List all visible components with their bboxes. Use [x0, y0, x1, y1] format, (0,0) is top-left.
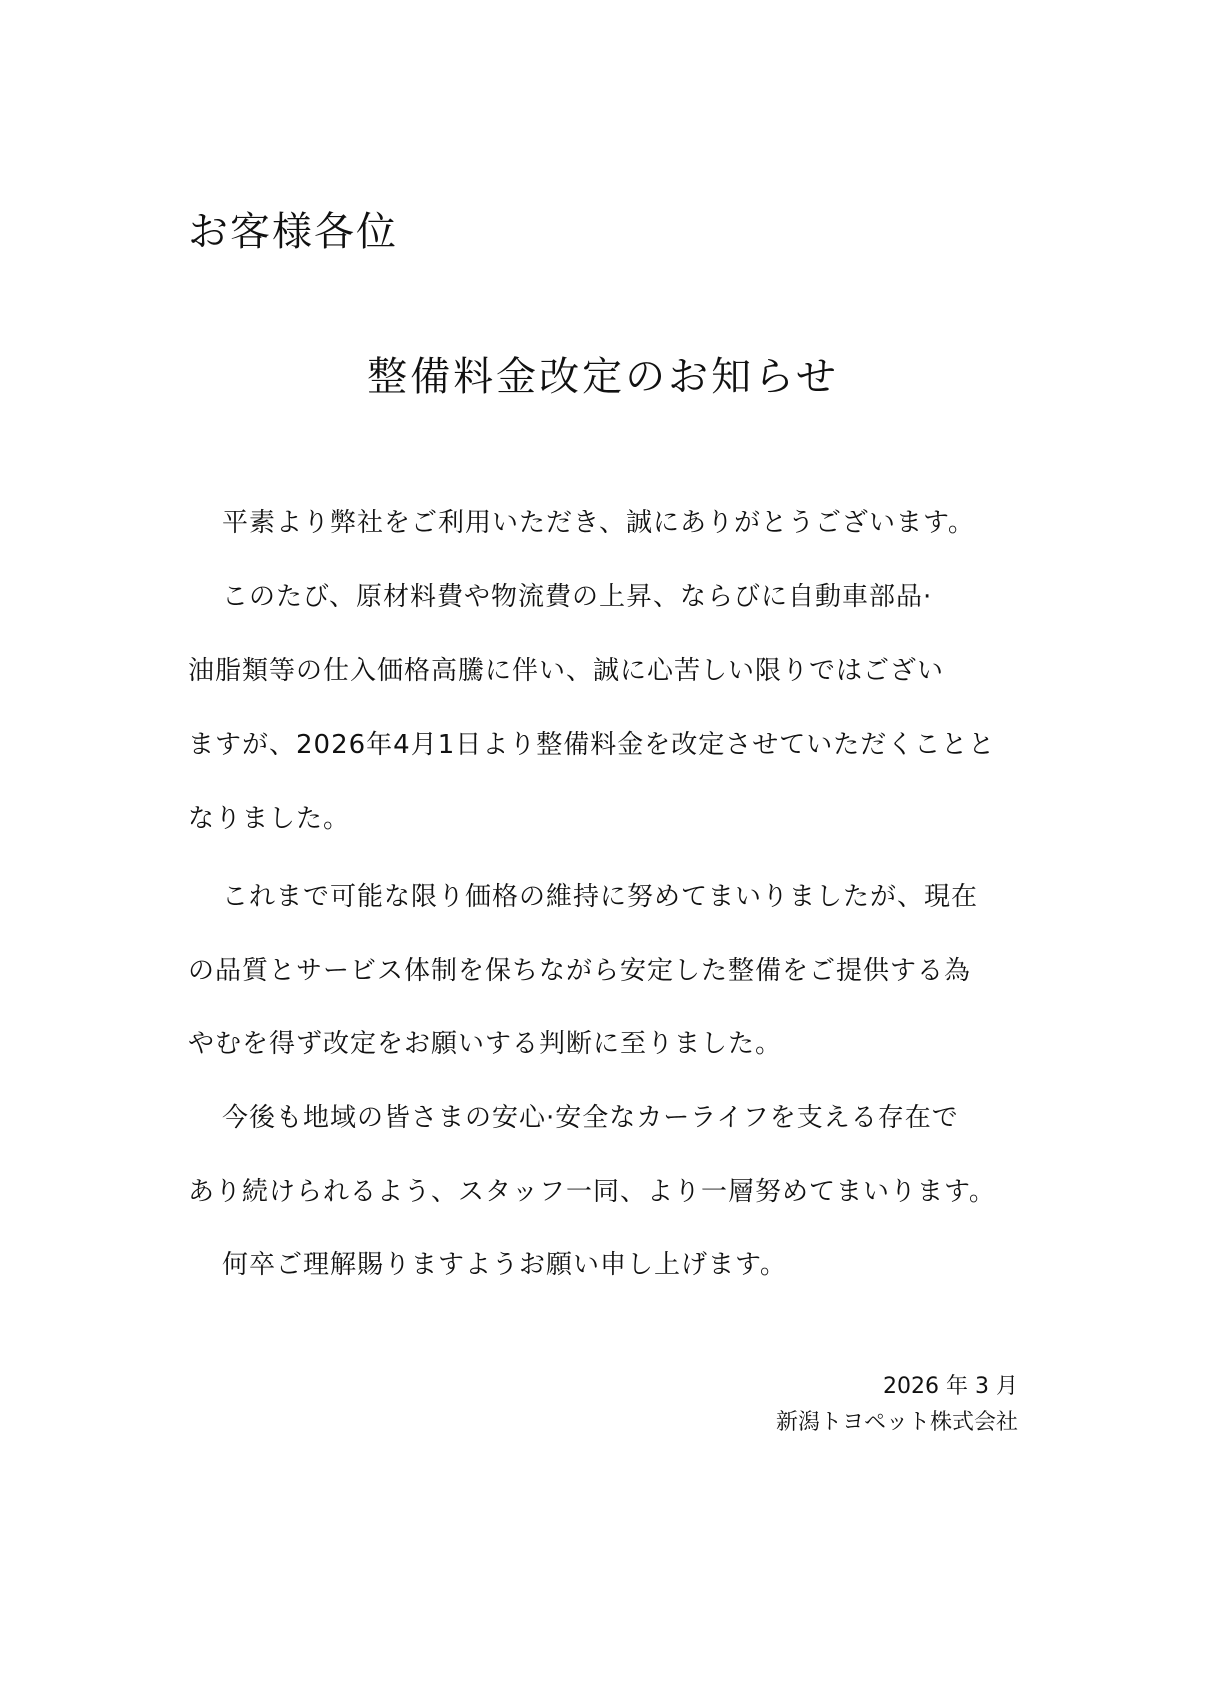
salutation: お客様各位 [188, 209, 398, 255]
paragraph-2-line-1: このたび、原材料費や物流費の上昇、ならびに自動車部品· [222, 582, 933, 612]
document-title: 整備料金改定のお知らせ [367, 354, 839, 400]
issue-date: 2026 年 3 月 [883, 1374, 1018, 1399]
paragraph-3-line-3: やむを得ず改定をお願いする判断に至りました。 [188, 1029, 783, 1059]
paragraph-2-line-2: 油脂類等の仕入価格高騰に伴い、誠に心苦しい限りではござい [188, 656, 945, 686]
paragraph-4-line-1: 今後も地域の皆さまの安心·安全なカーライフを支える存在で [222, 1103, 959, 1133]
paragraph-2-line-4: なりました。 [188, 804, 351, 834]
paragraph-5-line-1: 何卒ご理解賜りますようお願い申し上げます。 [222, 1250, 787, 1280]
paragraph-3-line-2: の品質とサービス体制を保ちながら安定した整備をご提供する為 [188, 956, 972, 986]
paragraph-3-line-1: これまで可能な限り価格の維持に努めてまいりましたが、現在 [222, 882, 979, 912]
company-name: 新潟トヨペット株式会社 [775, 1410, 1018, 1435]
paragraph-1-line-1: 平素より弊社をご利用いただき、誠にありがとうございます。 [222, 508, 975, 538]
paragraph-2-line-3: ますが、2026年4月1日より整備料金を改定させていただくことと [188, 730, 996, 760]
paragraph-4-line-2: あり続けられるよう、スタッフ一同、より一層努めてまいります。 [188, 1177, 996, 1207]
